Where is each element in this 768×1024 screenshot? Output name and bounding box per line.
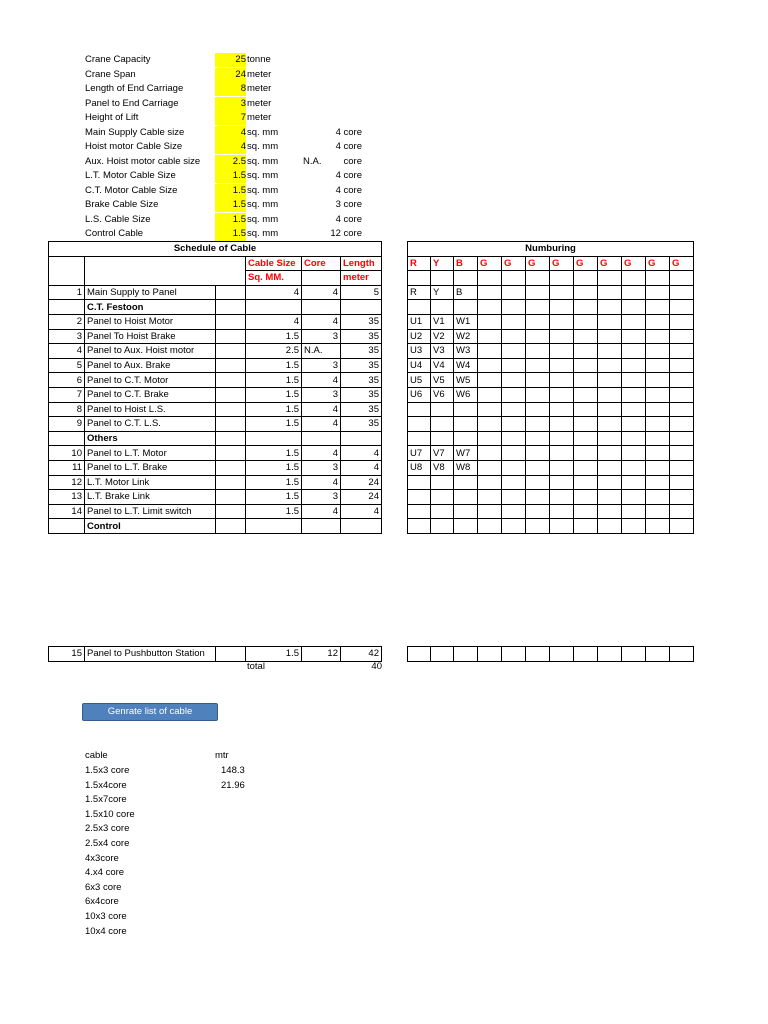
table-row: U5 V5 W5 [408, 373, 694, 388]
param-value: 25 [215, 53, 246, 67]
numbering-header: G [622, 256, 646, 271]
total-label: total [247, 661, 265, 672]
param-label: Height of Lift [85, 112, 139, 123]
cable-list-item: 6x3 core [85, 881, 122, 893]
param-core: 4 core [335, 213, 362, 225]
schedule-row-15 [48, 646, 382, 662]
table-row: 9 Panel to C.T. L.S. 1.5 4 35 [49, 417, 382, 432]
table-row: Control [49, 519, 382, 534]
table-row: U4 V4 W4 [408, 358, 694, 373]
param-core: 4 core [335, 126, 362, 138]
cable-list-item: 1.5x4core [85, 779, 127, 791]
param-unit: sq. mm [247, 199, 279, 210]
param-unit: sq. mm [247, 126, 279, 138]
cable-list-item: 4x3core [85, 852, 119, 864]
table-row [408, 504, 694, 519]
table-row: 4 Panel to Aux. Hoist motor 2.5 N.A. 35 [49, 344, 382, 359]
cable-list-item: 1.5x7core [85, 794, 127, 806]
param-value: 4 [215, 140, 246, 154]
cable-list-item: 4.x4 core [85, 867, 125, 879]
table-row: 12 L.T. Motor Link 1.5 4 24 [49, 475, 382, 490]
param-unit: sq. mm [247, 141, 279, 152]
table-row: U7 V7 W7 [408, 446, 694, 461]
table-row: U8 V8 W8 [408, 460, 694, 475]
param-value: 2.5 [215, 155, 246, 169]
numbering-header: G [478, 256, 502, 271]
numbering-header: G [574, 256, 598, 271]
param-value: 3 [215, 97, 246, 111]
param-unit: meter [247, 83, 272, 94]
param-label: Aux. Hoist motor cable size [85, 155, 201, 167]
table-row: 8 Panel to Hoist L.S. 1.5 4 35 [49, 402, 382, 417]
cable-list-item: 2.5x3 core [85, 823, 130, 835]
schedule-of-cable-table [48, 241, 382, 534]
param-label: Control Cable [85, 228, 144, 239]
param-unit: tonne [247, 54, 271, 65]
param-core: 4 core [335, 184, 362, 196]
param-value: 4 [215, 126, 246, 140]
numbering-header: G [598, 256, 622, 271]
param-unit: sq. mm [247, 228, 279, 239]
table-row: 2 Panel to Hoist Motor 4 4 35 [49, 314, 382, 329]
table-row [408, 402, 694, 417]
param-value: 1.5 [215, 198, 246, 212]
table-row [408, 647, 694, 662]
schedule-title: Schedule of Cable [49, 242, 382, 257]
table-row [408, 431, 694, 446]
param-core [318, 53, 362, 67]
param-core [318, 68, 362, 82]
table-row [408, 490, 694, 505]
header-sq-mm: Sq. MM. [246, 271, 302, 286]
header-meter: meter [341, 271, 382, 286]
param-unit: meter [247, 68, 272, 80]
param-core [318, 111, 362, 125]
param-label: Panel to End Carriage [85, 97, 179, 109]
param-core: 3 core [335, 199, 362, 210]
param-label: L.T. Motor Cable Size [85, 170, 176, 181]
total-value: 40 [371, 661, 382, 672]
cable-list-mtr: 21.96 [221, 779, 245, 791]
param-label: Crane Capacity [85, 54, 151, 65]
param-label: Brake Cable Size [85, 199, 159, 210]
numbering-header: G [526, 256, 550, 271]
table-row: U6 V6 W6 [408, 387, 694, 402]
param-value: 1.5 [215, 184, 246, 198]
param-value: 24 [215, 68, 246, 82]
param-core [318, 97, 362, 111]
param-value: 1.5 [215, 227, 246, 241]
param-core: core [343, 155, 362, 167]
header-core: Core [302, 256, 341, 271]
table-row: 1 Main Supply to Panel 4 4 5 [49, 285, 382, 300]
param-unit: sq. mm [247, 155, 279, 167]
numbering-header: B [454, 256, 478, 271]
table-row: U1 V1 W1 [408, 314, 694, 329]
param-value: 1.5 [215, 169, 246, 183]
table-row: 11 Panel to L.T. Brake 1.5 3 4 [49, 460, 382, 475]
param-unit: sq. mm [247, 170, 279, 181]
generate-cable-list-button[interactable]: Genrate list of cable [82, 703, 218, 721]
param-label: L.S. Cable Size [85, 213, 151, 225]
param-core: 4 core [335, 141, 362, 152]
cable-list-header-cable: cable [85, 750, 108, 761]
numbering-header: G [502, 256, 526, 271]
table-row: C.T. Festoon [49, 300, 382, 315]
table-row: Others [49, 431, 382, 446]
param-label: Length of End Carriage [85, 83, 184, 94]
numbering-header-row [408, 256, 694, 271]
numbering-header: R [408, 256, 431, 271]
numbering-title: Numburing [408, 242, 694, 257]
cable-list-item: 10x4 core [85, 925, 127, 937]
table-row [408, 300, 694, 315]
param-unit: sq. mm [247, 213, 279, 225]
table-row: R Y B [408, 285, 694, 300]
table-row: 3 Panel To Hoist Brake 1.5 3 35 [49, 329, 382, 344]
table-row: 7 Panel to C.T. Brake 1.5 3 35 [49, 387, 382, 402]
table-row: 13 L.T. Brake Link 1.5 3 24 [49, 490, 382, 505]
cable-list-item: 2.5x4 core [85, 838, 130, 849]
table-row [408, 417, 694, 432]
param-unit: sq. mm [247, 184, 279, 196]
param-value: 1.5 [215, 213, 246, 227]
param-core: 4 core [335, 170, 362, 181]
cable-list-mtr: 148.3 [221, 765, 245, 776]
numbering-header: G [550, 256, 574, 271]
table-row: 14 Panel to L.T. Limit switch 1.5 4 4 [49, 504, 382, 519]
param-unit: meter [247, 97, 272, 109]
table-row: 15 Panel to Pushbutton Station 1.5 12 42 [49, 647, 382, 662]
table-row [408, 271, 694, 286]
table-row: 10 Panel to L.T. Motor 1.5 4 4 [49, 446, 382, 461]
numbering-row-15 [407, 646, 694, 662]
param-extra: N.A. [303, 155, 322, 167]
header-cable-size: Cable Size [246, 256, 302, 271]
param-label: Crane Span [85, 68, 136, 80]
numbering-header: G [670, 256, 694, 271]
table-row: 6 Panel to C.T. Motor 1.5 4 35 [49, 373, 382, 388]
param-core: 12 core [330, 228, 362, 239]
numbering-header: G [646, 256, 670, 271]
table-row: U3 V3 W3 [408, 344, 694, 359]
table-row [408, 475, 694, 490]
param-label: Hoist motor Cable Size [85, 141, 183, 152]
header-length: Length [341, 256, 382, 271]
cable-list-item: 1.5x10 core [85, 808, 135, 820]
param-label: C.T. Motor Cable Size [85, 184, 178, 196]
param-value: 8 [215, 82, 246, 96]
cable-list-item: 10x3 core [85, 911, 127, 922]
cable-list-item: 6x4core [85, 896, 119, 908]
param-value: 7 [215, 111, 246, 125]
param-unit: meter [247, 112, 272, 123]
param-label: Main Supply Cable size [85, 126, 185, 138]
table-row: 5 Panel to Aux. Brake 1.5 3 35 [49, 358, 382, 373]
table-row: U2 V2 W2 [408, 329, 694, 344]
param-core [318, 82, 362, 96]
table-row [408, 519, 694, 534]
numbering-header: Y [431, 256, 454, 271]
cable-list-item: 1.5x3 core [85, 765, 130, 776]
cable-list-header-mtr: mtr [215, 750, 229, 761]
numbering-table [407, 241, 694, 534]
